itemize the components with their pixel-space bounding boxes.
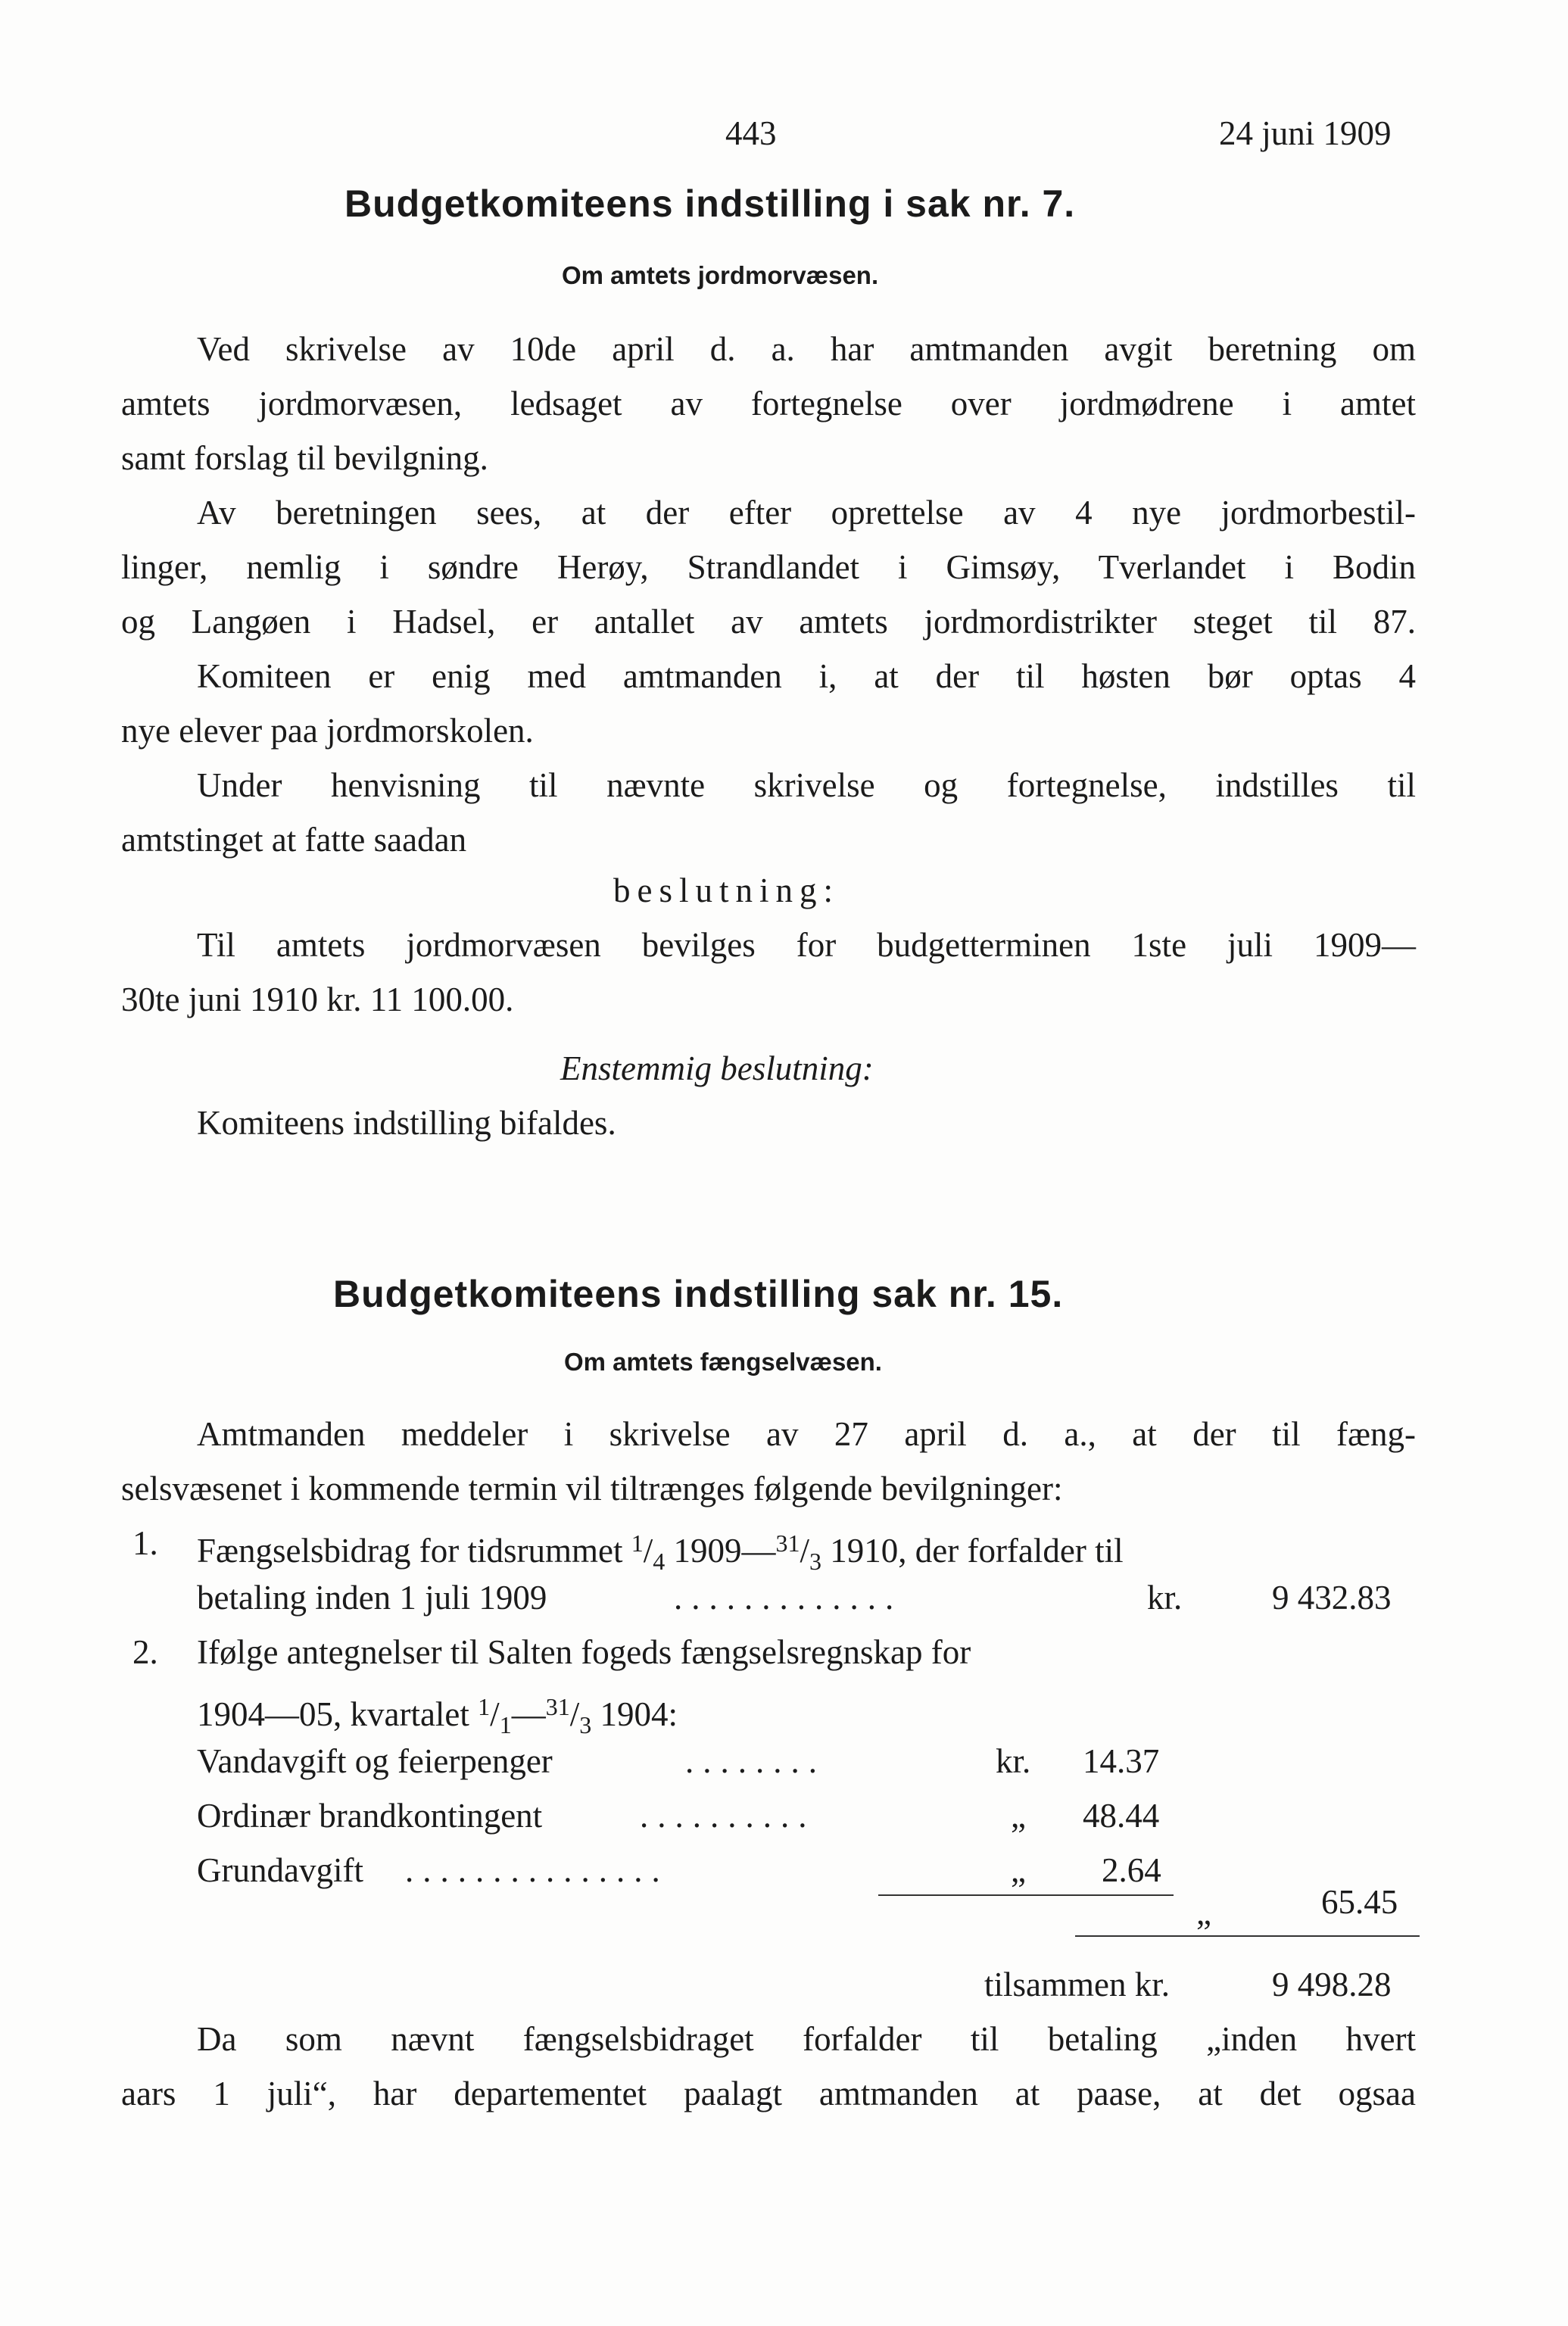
item2-text-a: 1904—05, kvartalet bbox=[197, 1695, 469, 1733]
closing-line-2: aars 1 juli“, har departementet paalagt amtmanden at paase, at det ogsaa bbox=[121, 2075, 1416, 2112]
section1-line-2: amtets jordmorvæsen, ledsaget av fortegnelse over jordmødrene i amtet bbox=[121, 385, 1416, 422]
subtotal-rule bbox=[878, 1894, 1174, 1896]
item1-kr: kr. bbox=[1147, 1579, 1183, 1617]
item1-frac1-den: 4 bbox=[653, 1548, 666, 1575]
item1-amount: 9 432.83 bbox=[1272, 1579, 1392, 1617]
resolution-line-1: Til amtets jordmorvæsen bevilges for budgetterminen 1ste juli 1909— bbox=[197, 926, 1416, 964]
item1-text-a: Fængselsbidrag for tidsrummet bbox=[197, 1532, 623, 1570]
row3-amount: 2.64 bbox=[1102, 1851, 1161, 1889]
decision-text: Komiteens indstilling bifaldes. bbox=[197, 1104, 616, 1142]
item2-frac2-den: 3 bbox=[579, 1711, 592, 1738]
section1-line-10: amtstinget at fatte saadan bbox=[121, 821, 467, 859]
section1-line-7: Komiteen er enig med amtmanden i, at der til høsten bør optas 4 bbox=[197, 657, 1416, 695]
row2-label: Ordinær brandkontingent bbox=[197, 1797, 543, 1835]
item1-line-2: betaling inden 1 juli 1909 bbox=[197, 1579, 547, 1617]
row2-unit: „ bbox=[1011, 1797, 1026, 1835]
item2-frac2-num: 31 bbox=[545, 1693, 570, 1720]
section1-line-6: og Langøen i Hadsel, er antallet av amtets jordmordistrikter steget til 87. bbox=[121, 603, 1416, 641]
section2-subheading: Om amtets fængselvæsen. bbox=[564, 1348, 882, 1376]
row1-amount: 14.37 bbox=[1083, 1742, 1160, 1780]
item1-frac2-num: 31 bbox=[775, 1529, 800, 1557]
item1-frac2-den: 3 bbox=[809, 1548, 821, 1575]
item2-number: 2. bbox=[132, 1633, 158, 1671]
row1-unit: kr. bbox=[996, 1742, 1031, 1780]
total-label: tilsammen kr. bbox=[984, 1966, 1170, 2003]
item1-number: 1. bbox=[132, 1524, 158, 1562]
section2-intro-1: Amtmanden meddeler i skrivelse av 27 april d. a., at der til fæng- bbox=[197, 1415, 1416, 1453]
item2-text-b: 1904: bbox=[600, 1695, 678, 1733]
row1-label: Vandavgift og feierpenger bbox=[197, 1742, 553, 1780]
item2-frac1-den: 1 bbox=[499, 1711, 512, 1738]
item1-dots: ............. bbox=[674, 1579, 903, 1617]
section1-subheading: Om amtets jordmorvæsen. bbox=[562, 261, 879, 289]
section1-line-3: samt forslag til bevilgning. bbox=[121, 439, 488, 477]
page-date: 24 juni 1909 bbox=[1219, 114, 1392, 152]
item1-line-1: Fængselsbidrag for tidsrummet $^1/_4$ $1909—^{31}/_3$ 1910, der forfalder til bbox=[197, 1529, 1124, 1575]
row2-dots: .......... bbox=[640, 1797, 816, 1835]
item1-text-b: 1910, der forfalder til bbox=[830, 1532, 1124, 1570]
section1-heading: Budgetkomiteens indstilling i sak nr. 7. bbox=[344, 182, 1076, 225]
row3-label: Grundavgift bbox=[197, 1851, 363, 1889]
section2-heading: Budgetkomiteens indstilling sak nr. 15. bbox=[333, 1273, 1064, 1315]
subtotal-amount: 65.45 bbox=[1321, 1883, 1398, 1921]
item2-dash: — bbox=[511, 1695, 546, 1733]
resolution-word: beslutning: bbox=[613, 871, 840, 909]
row1-dots: ........ bbox=[685, 1742, 826, 1780]
section1-line-1: Ved skrivelse av 10de april d. a. har amtmanden avgit beretning om bbox=[197, 330, 1416, 368]
item1-frac1-num: 1 bbox=[631, 1529, 644, 1557]
item2-line-1: Ifølge antegnelser til Salten fogeds fængselsregnskap for bbox=[197, 1633, 971, 1671]
item1-year1: 1909— bbox=[673, 1532, 776, 1570]
resolution-line-2: 30te juni 1910 kr. 11 100.00. bbox=[121, 981, 514, 1018]
row2-amount: 48.44 bbox=[1083, 1797, 1160, 1835]
item2-frac1-num: 1 bbox=[478, 1693, 491, 1720]
total-amount: 9 498.28 bbox=[1272, 1966, 1392, 2003]
item2-line-2: 1904—05, kvartalet $^1/_1—^{31}/_3$ 1904: bbox=[197, 1693, 678, 1738]
section1-line-8: nye elever paa jordmorskolen. bbox=[121, 712, 534, 750]
section1-line-9: Under henvisning til nævnte skrivelse og fortegnelse, indstilles til bbox=[197, 766, 1416, 804]
decision-label: Enstemmig beslutning: bbox=[560, 1049, 874, 1087]
section1-line-5: linger, nemlig i søndre Herøy, Strandlandet i Gimsøy, Tverlandet i Bodin bbox=[121, 548, 1416, 586]
closing-line-1: Da som nævnt fængselsbidraget forfalder til betaling „inden hvert bbox=[197, 2020, 1416, 2058]
total-rule bbox=[1075, 1935, 1420, 1937]
row3-unit: „ bbox=[1011, 1851, 1026, 1889]
section1-line-4: Av beretningen sees, at der efter oprettelse av 4 nye jordmorbestil- bbox=[197, 494, 1416, 532]
row3-dots: ............... bbox=[405, 1851, 669, 1889]
section2-intro-2: selsvæsenet i kommende termin vil tiltrænges følgende bevilgninger: bbox=[121, 1470, 1063, 1508]
subtotal-unit: „ bbox=[1196, 1894, 1211, 1932]
page-number: 443 bbox=[725, 114, 777, 152]
